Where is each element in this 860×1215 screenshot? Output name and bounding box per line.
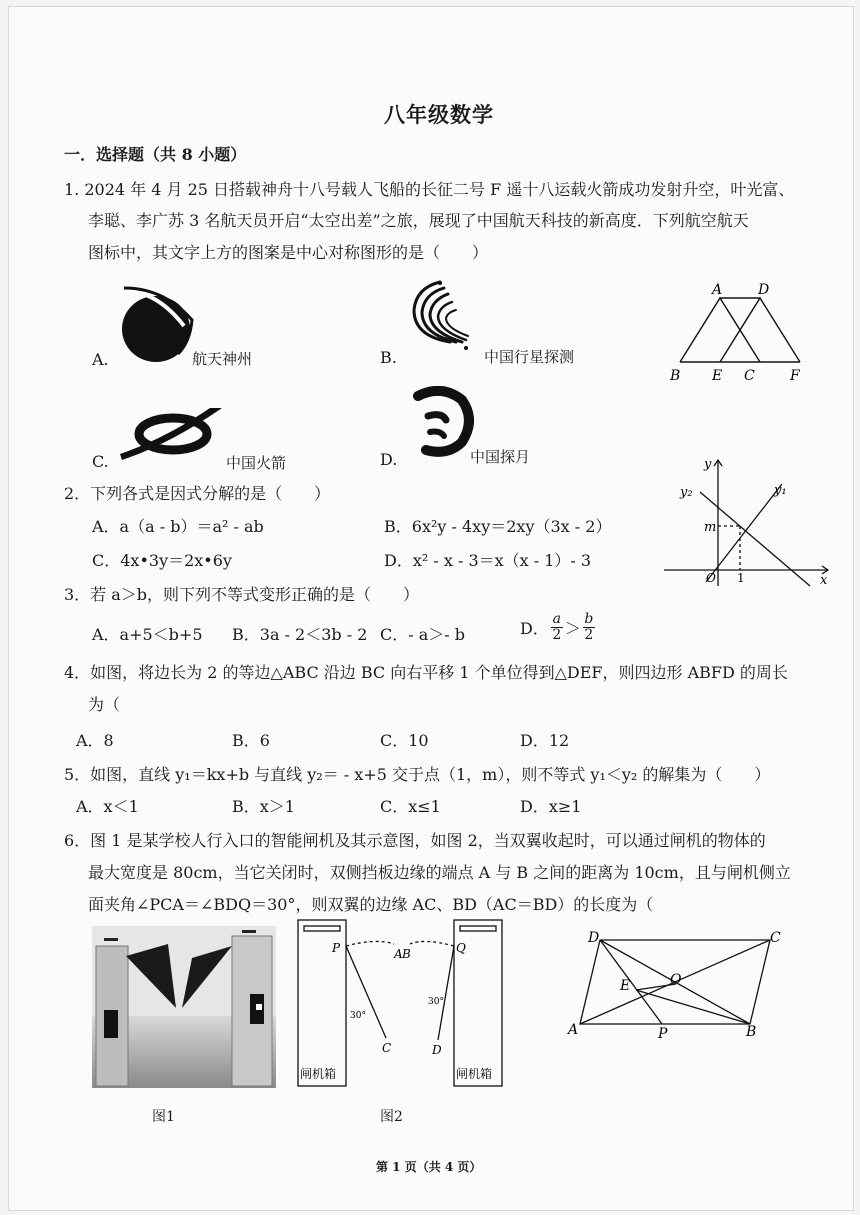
q5-option-a: A．x＜1	[76, 797, 139, 816]
q3-stem: 3．若 a＞b，则下列不等式变形正确的是（ ）	[64, 585, 420, 604]
fraction-a-over-2	[551, 612, 563, 643]
q1-option-a-caption: 航天神州	[192, 350, 253, 368]
q5-option-c: C．x≤1	[380, 797, 441, 816]
point-e-label: E	[620, 978, 631, 994]
origin-label: O	[706, 571, 716, 585]
point-b-label: B	[402, 947, 411, 961]
point-f-label: F	[790, 368, 800, 384]
q2-option-d: D．x² - x - 3＝x（x - 1）- 3	[384, 551, 592, 570]
angle-left-label: 30°	[350, 1011, 366, 1021]
q1-line1: 1. 2024 年 4 月 25 日搭载神舟十八号载人飞船的长征二号 F 遥十八运载火箭成功发射升空，叶光富、	[64, 180, 795, 199]
numerator-a: a	[552, 611, 562, 627]
point-c-label: C	[770, 930, 781, 946]
line-graph-figure	[660, 452, 836, 590]
point-a-label: A	[568, 1022, 579, 1038]
q1-option-b-letter: B.	[380, 348, 397, 367]
rocket-logo-icon	[118, 404, 228, 464]
figure2-caption: 图2	[380, 1109, 403, 1125]
q1-option-c-caption: 中国火箭	[226, 454, 287, 472]
q1-option-a-letter: A.	[92, 350, 109, 369]
page-title: 八年级数学	[384, 102, 494, 127]
point-b-label: B	[670, 368, 681, 384]
q4-option-d: D．12	[520, 731, 570, 750]
x-axis-label: x	[820, 573, 828, 588]
q5-stem: 5．如图，直线 y₁＝kx+b 与直线 y₂＝ - x+5 交于点（1，m），则不等式 y₁＜y₂ 的解集为（ ）	[64, 765, 771, 784]
q6-line2: 最大宽度是 80cm，当它关闭时，双侧挡板边缘的端点 A 与 B 之间的距离为 10cm，且与闸机侧立	[88, 863, 791, 882]
point-c-label: C	[744, 368, 755, 384]
q1-option-d-letter: D.	[380, 450, 398, 469]
q2-option-b: B．6x²y - 4xy＝2xy（3x - 2）	[384, 517, 612, 536]
numerator-b: b	[584, 611, 594, 627]
q4-line1: 4．如图，将边长为 2 的等边△ABC 沿边 BC 向右平移 1 个单位得到△DEF，则四边形 ABFD 的周长	[64, 663, 788, 682]
point-d-label: D	[758, 282, 770, 298]
q6-line1: 6．图 1 是某学校人行入口的智能闸机及其示意图，如图 2，当双翼收起时，可以通过闸机的物体的	[64, 831, 766, 850]
q4-option-c: C．10	[380, 731, 429, 750]
point-p-label: P	[332, 941, 341, 955]
q3-option-d-prefix: D．	[520, 619, 549, 638]
q6-line3: 面夹角∠PCA＝∠BDQ＝30°，则双翼的边缘 AC、BD（AC＝BD）的长度为（	[88, 895, 654, 914]
q1-option-d-caption: 中国探月	[470, 448, 531, 466]
point-q-label: Q	[456, 941, 466, 955]
point-e-label: E	[712, 368, 723, 384]
q3-option-d	[520, 612, 597, 643]
q3-option-a: A．a+5＜b+5	[92, 625, 203, 644]
q2-option-a: A．a（a - b）＝a² - ab	[92, 517, 264, 536]
section-heading: 一．选择题（共 8 小题）	[64, 145, 247, 164]
gt-sign: ＞	[564, 619, 581, 638]
q1-line2: 李聪、李广苏 3 名航天员开启“太空出差”之旅，展现了中国航天科技的新高度．下列航空航天	[88, 211, 749, 230]
gate-box-right-label: 闸机箱	[456, 1067, 493, 1081]
q1-line3: 图标中，其文字上方的图案是中心对称图形的是（ ）	[88, 243, 489, 262]
y-axis-label: y	[704, 457, 712, 472]
gate-box-left-label: 闸机箱	[300, 1067, 337, 1081]
point-b-label: B	[746, 1024, 757, 1040]
angle-right-label: 30°	[428, 997, 444, 1007]
figure1-caption: 图1	[152, 1109, 175, 1125]
parallelogram-figure	[566, 928, 806, 1046]
page-footer: 第 1 页（共 4 页）	[376, 1160, 482, 1174]
m-tick-label: m	[704, 520, 717, 535]
q3-option-c: C．- a＞- b	[380, 625, 466, 644]
y1-line-label: y₁	[774, 483, 787, 498]
point-p-label: P	[658, 1026, 668, 1042]
point-o-label: O	[670, 972, 682, 988]
fraction-b-over-2	[583, 612, 595, 643]
denominator: 2	[552, 627, 562, 643]
x-one-tick-label: 1	[737, 571, 745, 585]
q5-option-b: B．x＞1	[232, 797, 295, 816]
shenzhou-logo-icon	[118, 284, 198, 364]
planet-exploration-logo-icon	[404, 280, 474, 355]
q1-option-c-letter: C.	[92, 452, 109, 471]
q1-option-b-caption: 中国行星探测	[484, 348, 575, 366]
q2-stem: 2．下列各式是因式分解的是（ ）	[64, 484, 331, 503]
q4-line2: 为（	[88, 695, 121, 714]
point-d-label: D	[432, 1043, 442, 1057]
point-d-label: D	[588, 930, 600, 946]
point-c-label: C	[382, 1041, 392, 1055]
q3-option-b: B．3a - 2＜3b - 2	[232, 625, 368, 644]
q4-option-b: B．6	[232, 731, 270, 750]
y2-line-label: y₂	[680, 485, 693, 500]
point-a-label: A	[394, 947, 403, 961]
denominator: 2	[584, 627, 594, 643]
moon-exploration-logo-icon	[408, 386, 474, 458]
q2-option-c: C．4x•3y＝2x•6y	[92, 551, 232, 570]
point-a-label: A	[712, 282, 723, 298]
q4-option-a: A．8	[76, 731, 114, 750]
gate-diagram-figure	[296, 918, 508, 1090]
q5-option-d: D．x≥1	[520, 797, 582, 816]
gate-photo-figure	[92, 926, 276, 1088]
translation-figure	[662, 280, 812, 386]
